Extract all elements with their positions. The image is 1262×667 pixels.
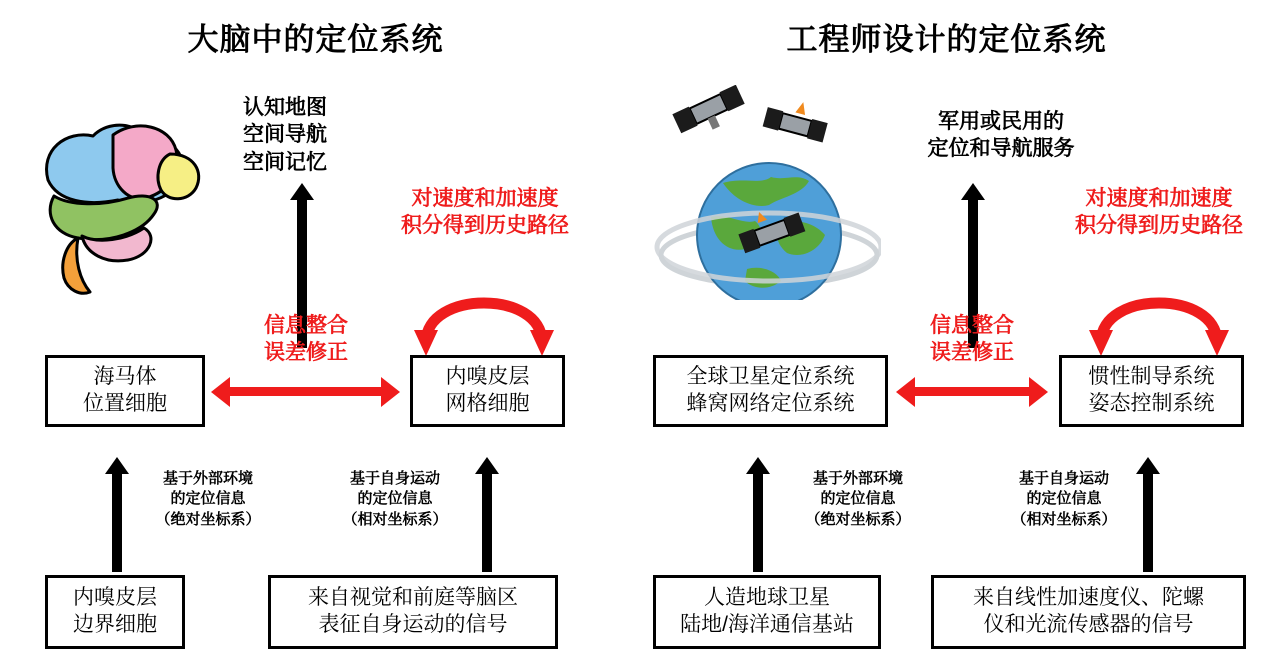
right-red-link-label: 信息整合 误差修正 <box>930 314 1014 365</box>
left-panel-title: 大脑中的定位系统 <box>187 22 444 57</box>
right-red-loop-arrow <box>1079 270 1239 360</box>
left-top-output: 认知地图 空间导航 空间记忆 <box>243 96 327 174</box>
left-red-link-label: 信息整合 误差修正 <box>264 314 348 365</box>
right-box-inertial: 惯性制导系统 姿态控制系统 <box>1059 355 1244 427</box>
left-box-entorhinal-grid: 内嗅皮层 网格细胞 <box>410 355 565 427</box>
right-panel <box>631 0 1262 667</box>
left-loop-label: 对速度和加速度 积分得到历史路径 <box>401 187 569 238</box>
left-box-hippocampus: 海马体 位置细胞 <box>45 355 205 427</box>
left-caption-external: 基于外部环境 的定位信息 （绝对坐标系） <box>155 470 261 528</box>
right-panel-title: 工程师设计的定位系统 <box>786 22 1107 57</box>
left-red-loop-arrow <box>404 270 564 360</box>
right-loop-label: 对速度和加速度 积分得到历史路径 <box>1075 187 1243 238</box>
left-caption-selfmotion: 基于自身运动 的定位信息 （相对坐标系） <box>342 470 448 528</box>
right-red-bidirectional-arrow <box>913 387 1031 396</box>
right-caption-selfmotion: 基于自身运动 的定位信息 （相对坐标系） <box>1011 470 1117 528</box>
left-source-border-cells: 内嗅皮层 边界细胞 <box>45 575 185 649</box>
earth-satellites-illustration <box>651 85 881 300</box>
right-source-sensors: 来自线性加速度仪、陀螺 仪和光流传感器的信号 <box>931 575 1246 649</box>
left-red-bidirectional-arrow <box>228 387 383 396</box>
left-up-arrow-external <box>112 472 122 572</box>
right-up-arrow-external <box>753 472 763 572</box>
left-source-visual-vestibular: 来自视觉和前庭等脑区 表征自身运动的信号 <box>268 575 558 649</box>
right-top-output: 军用或民用的 定位和导航服务 <box>927 110 1075 161</box>
left-up-arrow-selfmotion <box>482 472 492 572</box>
right-box-gnss: 全球卫星定位系统 蜂窝网络定位系统 <box>653 355 888 427</box>
right-source-satellites: 人造地球卫星 陆地/海洋通信基站 <box>653 575 881 649</box>
right-up-arrow-selfmotion <box>1143 472 1153 572</box>
right-caption-external: 基于外部环境 的定位信息 （绝对坐标系） <box>805 470 911 528</box>
